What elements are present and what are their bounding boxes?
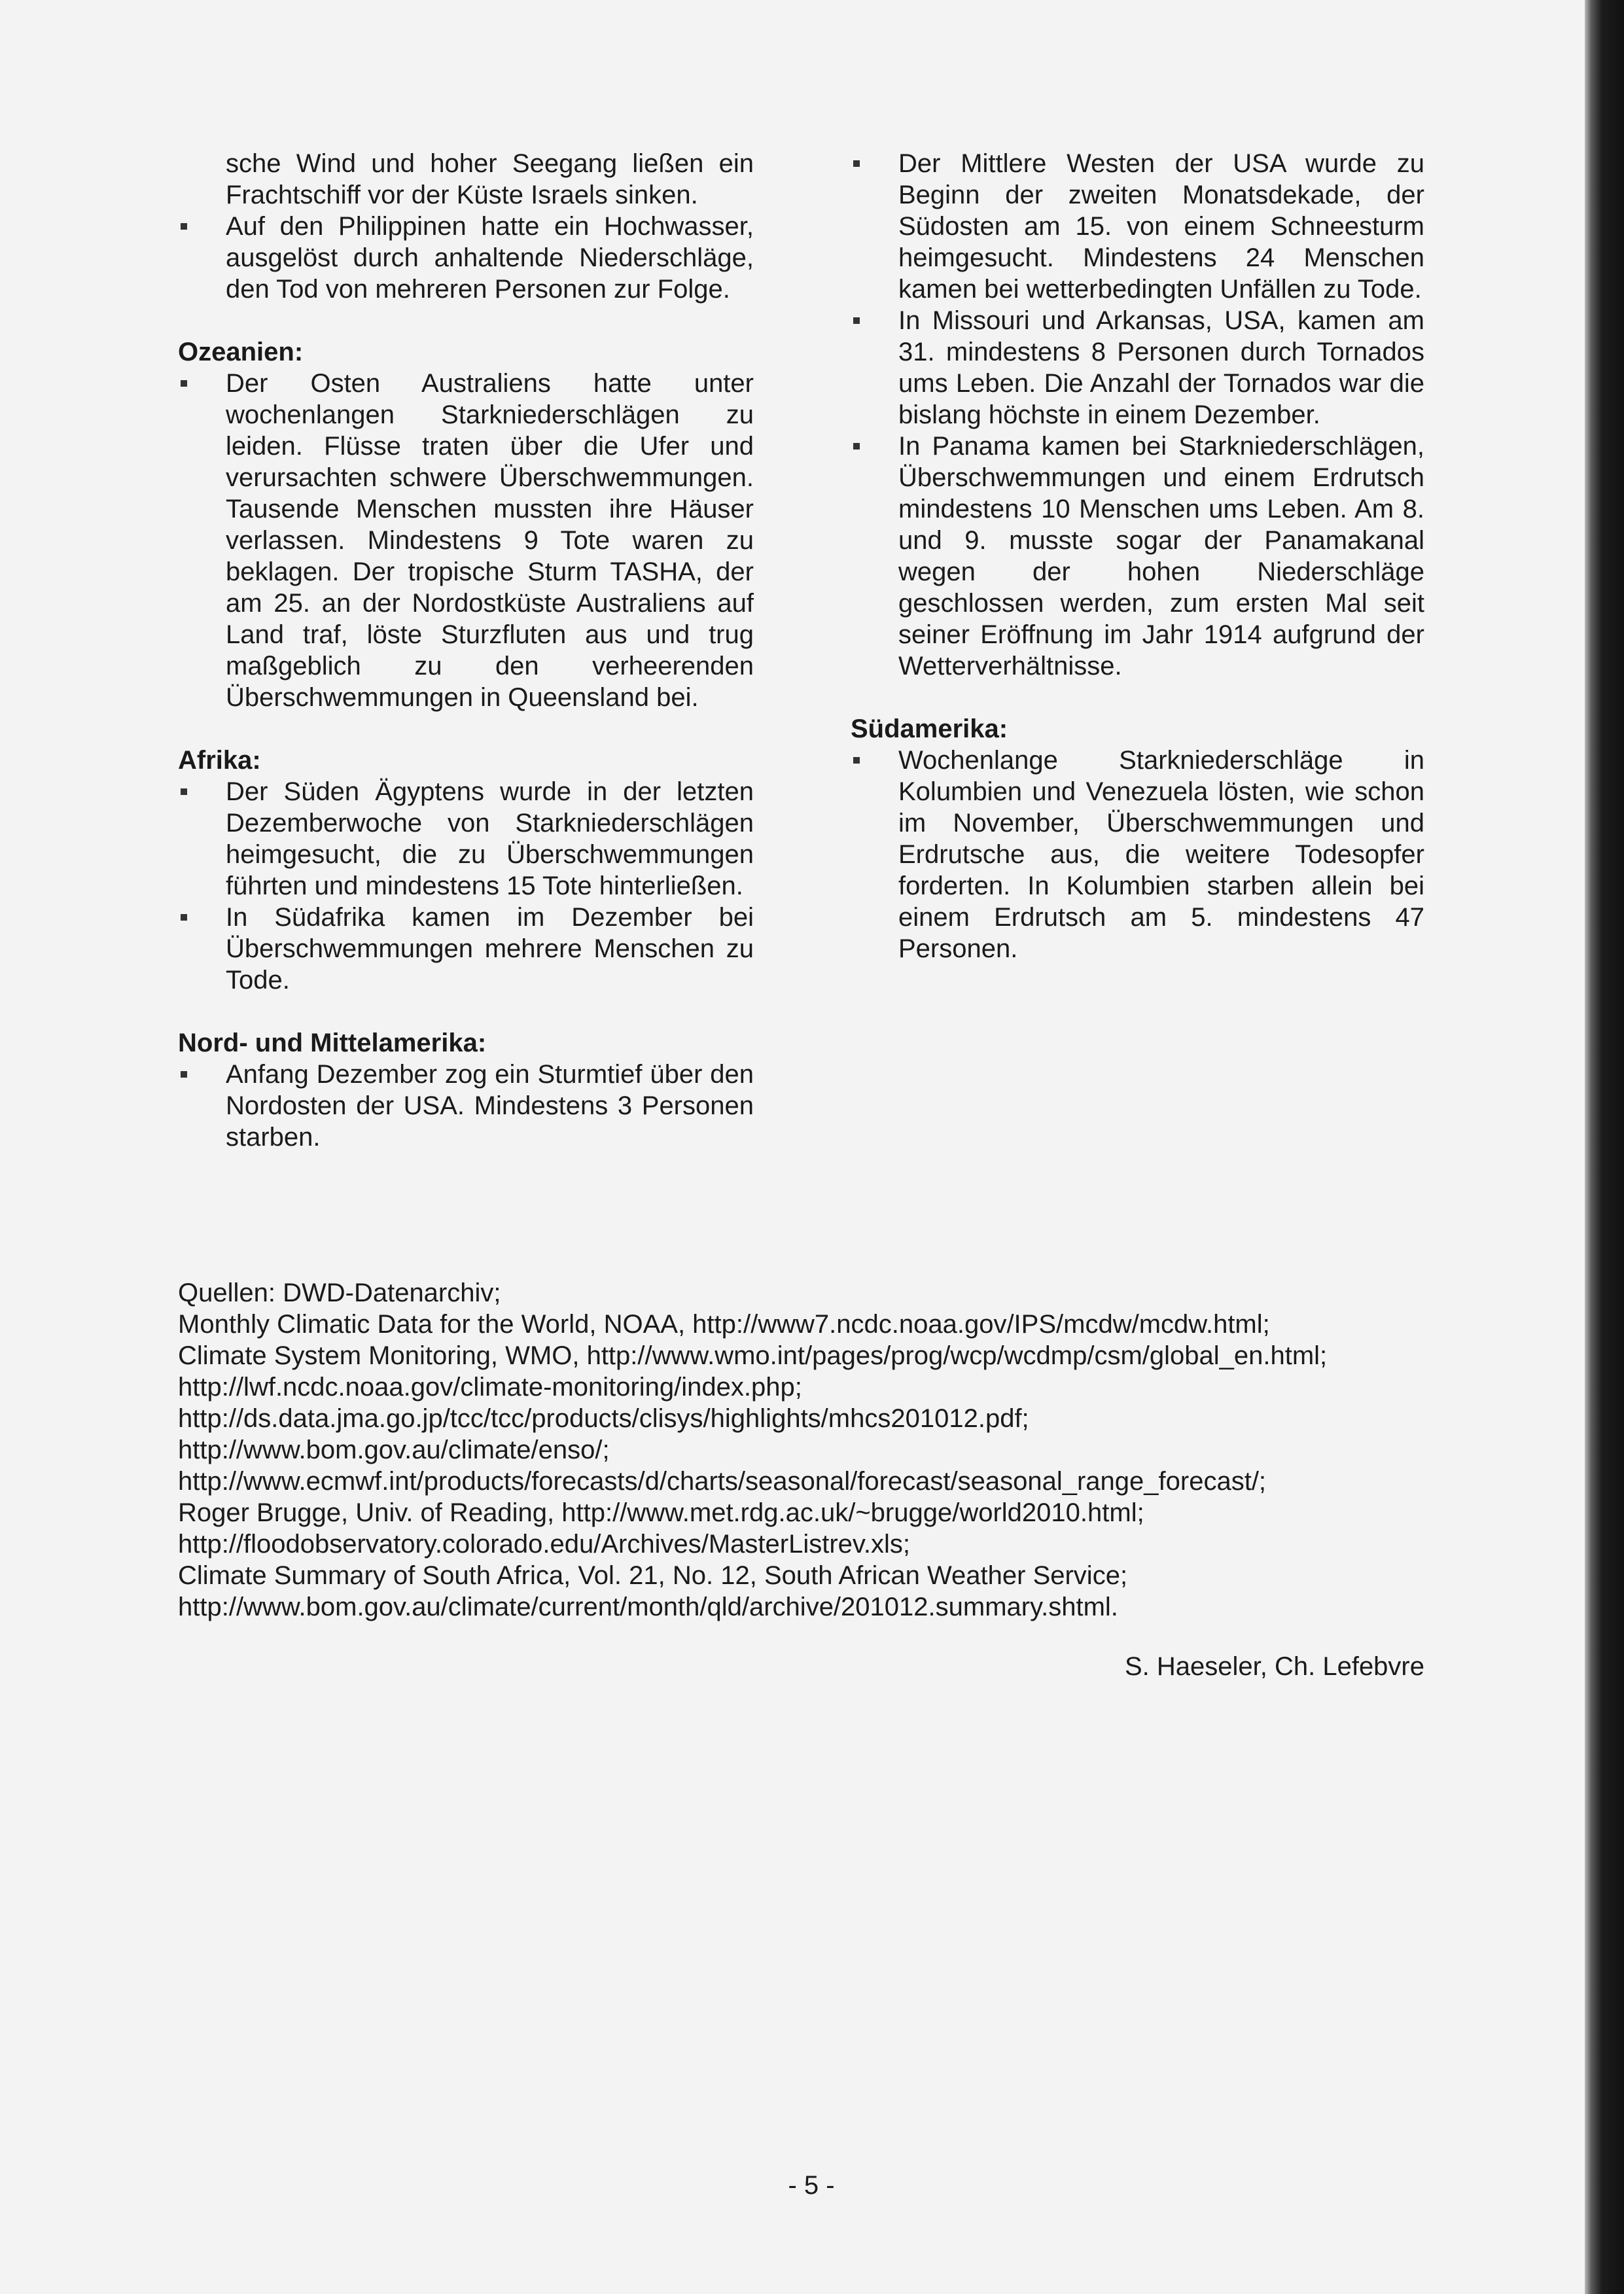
bullet-icon: [853, 443, 860, 450]
source-line: Monthly Climatic Data for the World, NOAA, http://www7.ncdc.noaa.gov/IPS/mcdw/mcdw.html;: [178, 1310, 1270, 1339]
source-line: http://lwf.ncdc.noaa.gov/climate-monitoring/index.php;: [178, 1373, 802, 1402]
list-item: Anfang Dezember zog ein Sturmtief über den Nordosten der USA. Mindestens 3 Personen starben.: [178, 1059, 754, 1153]
bullet-icon: [181, 914, 187, 921]
bullet-icon: [853, 160, 860, 167]
list-item: Der Mittlere Westen der USA wurde zu Beginn der zweiten Monatsdekade, der Südosten am 15. von einem Schneesturm heimgesucht. Mindestens 24 Menschen kamen bei wetterbedingten Unfällen zu Tode.: [851, 148, 1424, 305]
bullet-icon: [853, 317, 860, 324]
bullet-icon: [181, 223, 187, 230]
section-heading-suedamerika: Südamerika:: [851, 715, 1008, 743]
sources-block: [178, 1277, 1434, 1623]
source-line: Roger Brugge, Univ. of Reading, http://www.met.rdg.ac.uk/~brugge/world2010.html;: [178, 1498, 1144, 1527]
scan-edge-shadow: [1585, 0, 1624, 2294]
section-heading-nordamerika: Nord- und Mittelamerika:: [178, 1029, 487, 1057]
source-line: http://www.bom.gov.au/climate/enso/;: [178, 1436, 610, 1464]
source-line: Climate System Monitoring, WMO, http://www.wmo.int/pages/prog/wcp/wcdmp/csm/global_en.html;: [178, 1341, 1328, 1370]
bullet-icon: [181, 1071, 187, 1078]
source-line: http://floodobservatory.colorado.edu/Archives/MasterListrev.xls;: [178, 1530, 911, 1559]
list-item: Wochenlange Starkniederschläge in Kolumbien und Venezuela lösten, wie schon im November, Überschwemmungen und Erdrutsche aus, die weitere Todesopfer forderten. In Kolumbien starben allein bei einem Erdrutsch am 5. mindestens 47 Personen.: [851, 745, 1424, 964]
bullet-icon: [181, 788, 187, 795]
source-line: http://www.ecmwf.int/products/forecasts/d/charts/seasonal/forecast/seasonal_range_forecast/;: [178, 1467, 1267, 1496]
list-item: Der Osten Australiens hatte unter wochenlangen Starkniederschlägen zu leiden. Flüsse traten über die Ufer und verursachten schwere Überschwemmungen. Tausende Menschen mussten ihre Häuser verlassen. Mindestens 9 Tote waren zu beklagen. Der tropische Sturm TASHA, der am 25. an der Nordostküste Australiens auf Land traf, löste Sturzfluten aus und trug maßgeblich zu den verheerenden Überschwemmungen in Queensland bei.: [178, 368, 754, 713]
left-column: [178, 148, 754, 1153]
source-line: Quellen: DWD-Datenarchiv;: [178, 1279, 501, 1307]
list-item: In Südafrika kamen im Dezember bei Überschwemmungen mehrere Menschen zu Tode.: [178, 902, 754, 996]
list-item: In Panama kamen bei Starkniederschlägen, Überschwemmungen und einem Erdrutsch mindestens 10 Menschen ums Leben. Am 8. und 9. musste sogar der Panamakanal wegen der hohen Niederschläge geschlossen werden, zum ersten Mal seit seiner Eröffnung im Jahr 1914 aufgrund der Wetterverhältnisse.: [851, 431, 1424, 682]
section-heading-afrika: Afrika:: [178, 746, 261, 775]
source-line: http://www.bom.gov.au/climate/current/month/qld/archive/201012.summary.shtml.: [178, 1593, 1118, 1621]
list-item: In Missouri und Arkansas, USA, kamen am 31. mindestens 8 Personen durch Tornados ums Leben. Die Anzahl der Tornados war die bislang höchste in einem Dezember.: [851, 305, 1424, 431]
section-heading-ozeanien: Ozeanien:: [178, 338, 304, 366]
right-column: [851, 148, 1424, 964]
source-line: Climate Summary of South Africa, Vol. 21, No. 12, South African Weather Service;: [178, 1561, 1128, 1590]
bullet-icon: [853, 757, 860, 764]
continued-paragraph: sche Wind und hoher Seegang ließen ein Frachtschiff vor der Küste Israels sinken.: [226, 149, 754, 209]
author-line: S. Haeseler, Ch. Lefebvre: [1124, 1652, 1424, 1681]
bullet-icon: [181, 380, 187, 387]
source-line: http://ds.data.jma.go.jp/tcc/tcc/products/clisys/highlights/mhcs201012.pdf;: [178, 1404, 1029, 1433]
page-number: - 5 -: [788, 2171, 835, 2200]
list-item: Der Süden Ägyptens wurde in der letzten Dezemberwoche von Starkniederschlägen heimgesucht, die zu Überschwemmungen führten und mindestens 15 Tote hinterließen.: [178, 776, 754, 902]
list-item: Auf den Philippinen hatte ein Hochwasser, ausgelöst durch anhaltende Niederschläge, den Tod von mehreren Personen zur Folge.: [178, 211, 754, 305]
